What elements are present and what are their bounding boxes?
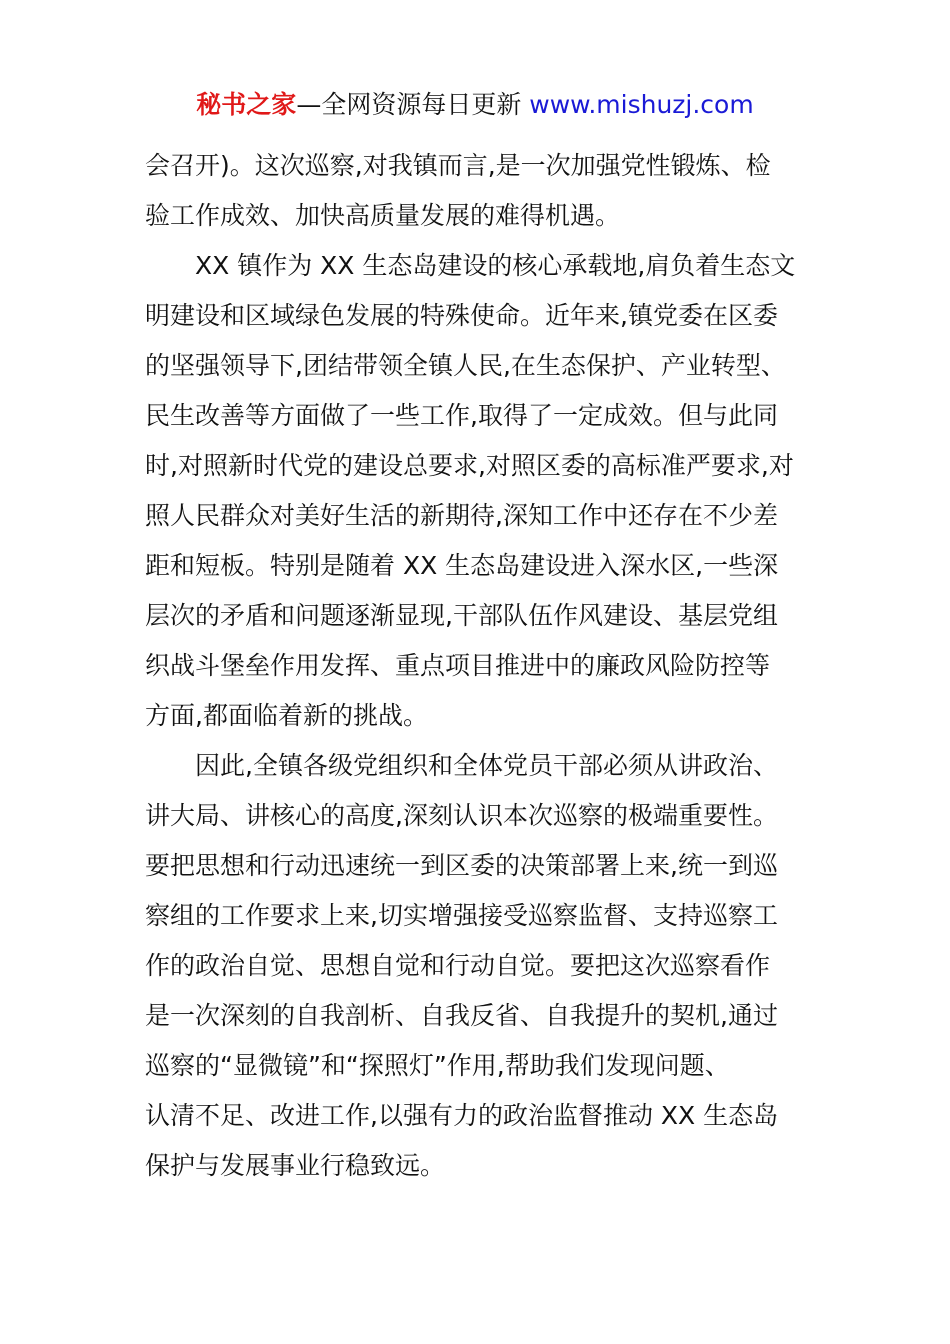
text-line: 巡察的“显微镜”和“探照灯”作用,帮助我们发现问题、	[145, 1051, 730, 1080]
text-line: 的坚强领导下,团结带领全镇人民,在生态保护、产业转型、	[145, 351, 786, 380]
brand-name: 秘书之家	[196, 90, 297, 119]
text-line: 距和短板。特别是随着 XX 生态岛建设进入深水区,一些深	[145, 551, 779, 580]
text-line: 是一次深刻的自我剖析、自我反省、自我提升的契机,通过	[145, 1001, 778, 1030]
text-line: XX 镇作为 XX 生态岛建设的核心承载地,肩负着生态文	[145, 251, 796, 280]
text-line: 明建设和区域绿色发展的特殊使命。近年来,镇党委在区委	[145, 301, 778, 330]
text-line: 会召开)。这次巡察,对我镇而言,是一次加强党性锻炼、检	[145, 151, 771, 180]
text-line: 讲大局、讲核心的高度,深刻认识本次巡察的极端重要性。	[145, 801, 778, 830]
text-line: 照人民群众对美好生活的新期待,深知工作中还存在不少差	[145, 501, 778, 530]
text-line: 保护与发展事业行稳致远。	[145, 1151, 446, 1180]
text-line: 因此,全镇各级党组织和全体党员干部必须从讲政治、	[145, 751, 778, 780]
text-line: 验工作成效、加快高质量发展的难得机遇。	[145, 201, 621, 230]
text-line: 时,对照新时代党的建设总要求,对照区委的高标准严要求,对	[145, 451, 794, 480]
text-line: 方面,都面临着新的挑战。	[145, 701, 428, 730]
text-line: 认清不足、改进工作,以强有力的政治监督推动 XX 生态岛	[145, 1101, 779, 1130]
text-line: 作的政治自觉、思想自觉和行动自觉。要把这次巡察看作	[145, 951, 771, 980]
page-header	[0, 88, 950, 122]
text-line: 民生改善等方面做了一些工作,取得了一定成效。但与此同	[145, 401, 778, 430]
website-link[interactable]: www.mishuzj.com	[529, 90, 754, 119]
header-slogan: —全网资源每日更新	[296, 90, 522, 119]
text-line: 要把思想和行动迅速统一到区委的决策部署上来,统一到巡	[145, 851, 778, 880]
text-line: 察组的工作要求上来,切实增强接受巡察监督、支持巡察工	[145, 901, 778, 930]
text-line: 织战斗堡垒作用发挥、重点项目推进中的廉政风险防控等	[145, 651, 771, 680]
text-line: 层次的矛盾和问题逐渐显现,干部队伍作风建设、基层党组	[145, 601, 778, 630]
document-body	[145, 146, 810, 1196]
